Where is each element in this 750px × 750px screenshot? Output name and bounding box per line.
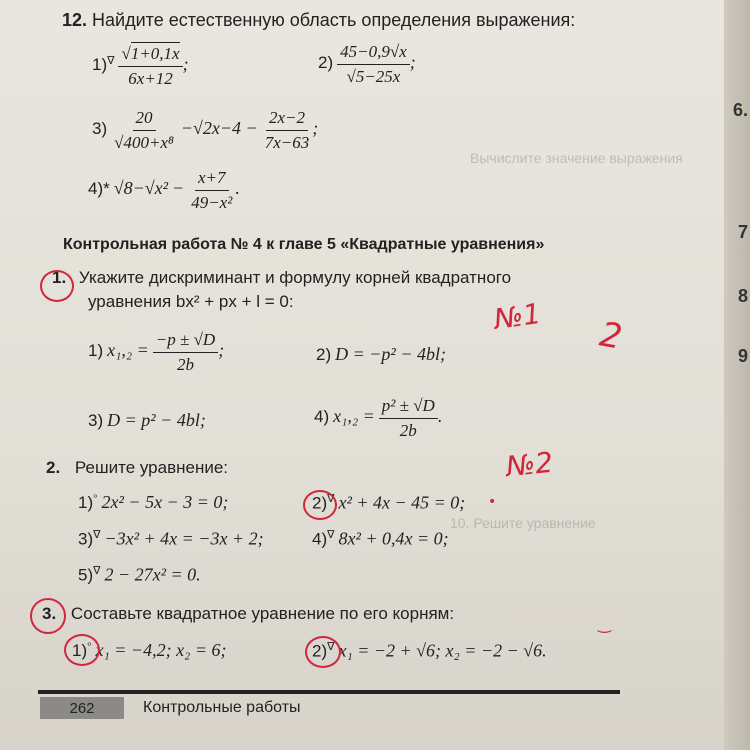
equation: 8x² + 0,4x = 0; (338, 528, 449, 549)
fraction: $\frac{√1+0,1x}{6x+12}$ (118, 44, 182, 89)
task2-item4 (312, 528, 449, 549)
item-label: 3) (78, 529, 94, 549)
expression: √8−√x² (113, 178, 169, 199)
handwritten-dot: • (488, 494, 497, 510)
expression: x₁,₂ = (107, 340, 149, 361)
item-label: 1) (72, 641, 88, 660)
expression: − (172, 178, 185, 199)
difficulty-mark: ∇ (327, 641, 335, 653)
fraction (337, 42, 410, 87)
fraction (153, 330, 218, 375)
task12-item1 (92, 44, 189, 89)
red-circle-task1 (40, 270, 74, 302)
edge-number: 8 (737, 286, 748, 306)
task3-number: 3. (42, 604, 57, 623)
task12-item4 (88, 168, 240, 213)
task3-title: Составьте квадратное уравнение по его корням: (70, 604, 455, 623)
roots: x₁ = −2 + √6; x₂ = −2 − √6. (338, 640, 547, 661)
item-label: 1) (88, 341, 104, 361)
item-label: 1) (92, 55, 108, 75)
numerator: −p ± √D (153, 330, 218, 353)
numerator: 1+0,1x (130, 44, 180, 63)
footer-rule (38, 690, 620, 694)
item-label: 1) (78, 493, 94, 512)
numerator: x+7 (195, 168, 229, 191)
equation: −3x² + 4x = −3x + 2; (104, 528, 264, 549)
numerator: 20 (133, 108, 156, 131)
item-label: 3) (88, 411, 104, 430)
handwritten-note-2: 2 (596, 314, 625, 358)
item-label: 2) (312, 641, 328, 661)
numerator: p² ± √D (379, 396, 438, 419)
task2-item5 (78, 564, 201, 585)
edge-number: 6. (732, 100, 748, 120)
page-number: 262 (40, 697, 124, 719)
task3-item2 (312, 640, 547, 661)
red-circle-task3-item1 (64, 634, 100, 666)
expression: D = −p² − 4bl; (335, 344, 446, 364)
denominator: 2b (399, 421, 417, 440)
task12-item2 (318, 42, 416, 87)
task2-heading (46, 458, 228, 478)
red-circle-task3-item2 (305, 636, 341, 668)
punct: ; (182, 54, 189, 75)
task1-heading (52, 268, 511, 288)
red-circle-task3 (30, 598, 66, 634)
task2-title: Решите уравнение: (74, 458, 229, 477)
difficulty-mark: ° (93, 492, 98, 505)
handwritten-note-n1: №1 (491, 296, 544, 337)
punct: ; (312, 118, 319, 139)
denominator: 6x+12 (128, 69, 173, 88)
denominator: 7x−63 (264, 133, 310, 152)
footer-title: Контрольные работы (143, 699, 301, 716)
section-title: Контрольная работа № 4 к главе 5 «Квадратные уравнения» (63, 236, 545, 253)
item-label: 2) (312, 493, 328, 513)
fraction (379, 396, 438, 441)
denominator: √5−25x (346, 67, 401, 86)
expression: x₁,₂ = (333, 406, 375, 427)
item-label: 4) (314, 407, 330, 427)
roots: x₁ = −4,2; x₂ = 6; (95, 640, 227, 660)
difficulty-mark: ∇ (93, 529, 101, 541)
denominator: 49−x² (191, 193, 233, 212)
task1-option3 (88, 410, 206, 431)
task1-option1 (88, 330, 224, 375)
equation: 2x² − 5x − 3 = 0; (101, 492, 229, 512)
bleed-through-text: 10. Решите уравнение (450, 515, 596, 531)
item-label: 2) (318, 53, 334, 73)
fraction (262, 108, 313, 153)
numerator: 2x−2 (266, 108, 308, 131)
difficulty-mark: ∇ (327, 529, 335, 541)
task1-text-line1: Укажите дискриминант и формулу корней квадратного (78, 268, 512, 287)
item-label: 2) (316, 345, 332, 364)
fraction (111, 108, 177, 153)
task12-number: 12. (62, 10, 88, 30)
difficulty-mark: ∇ (93, 565, 101, 577)
task1-number: 1. (52, 268, 67, 287)
punct: ; (218, 340, 225, 361)
denominator: 2b (176, 355, 194, 374)
red-circle-task2-item2 (303, 490, 337, 520)
task3-heading (42, 604, 454, 624)
equation: x² + 4x − 45 = 0; (338, 492, 466, 513)
item-label: 4) (312, 529, 328, 549)
denominator: √400+x⁸ (114, 133, 174, 152)
task12-heading (62, 10, 575, 31)
handwritten-note-n2: №2 (504, 445, 555, 484)
item-label: 3) (92, 119, 108, 139)
task2-number: 2. (46, 458, 61, 477)
punct: . (437, 406, 443, 427)
bleed-through-text: Вычислите значение выражения (470, 150, 683, 166)
fraction (188, 168, 235, 213)
task12-title: Найдите естественную область определения выражения: (92, 10, 576, 30)
task1-option4 (314, 396, 442, 441)
handwritten-tick: ‿ (598, 614, 611, 633)
punct: . (235, 178, 240, 199)
punct: ; (409, 52, 416, 73)
difficulty-mark: ∇ (107, 54, 115, 67)
task1-text-line2: уравнения bx² + px + l = 0: (88, 292, 294, 311)
edge-number: 9 (737, 346, 748, 366)
difficulty-mark: ° (87, 640, 92, 653)
task12-item3 (92, 108, 318, 153)
task1-option2 (316, 344, 446, 365)
expression: D = p² − 4bl; (107, 410, 206, 430)
adjacent-page-edge (724, 0, 750, 750)
item-label: 5) (78, 565, 94, 585)
item-label: 4)* (88, 179, 110, 199)
numerator: 45−0,9√x (337, 42, 410, 65)
task2-item3 (78, 528, 264, 549)
difficulty-mark: ∇ (327, 493, 335, 505)
task2-item1 (78, 492, 228, 513)
expression: −√2x−4 − (180, 118, 258, 139)
edge-number: 7 (737, 222, 748, 242)
equation: 2 − 27x² = 0. (104, 564, 201, 585)
